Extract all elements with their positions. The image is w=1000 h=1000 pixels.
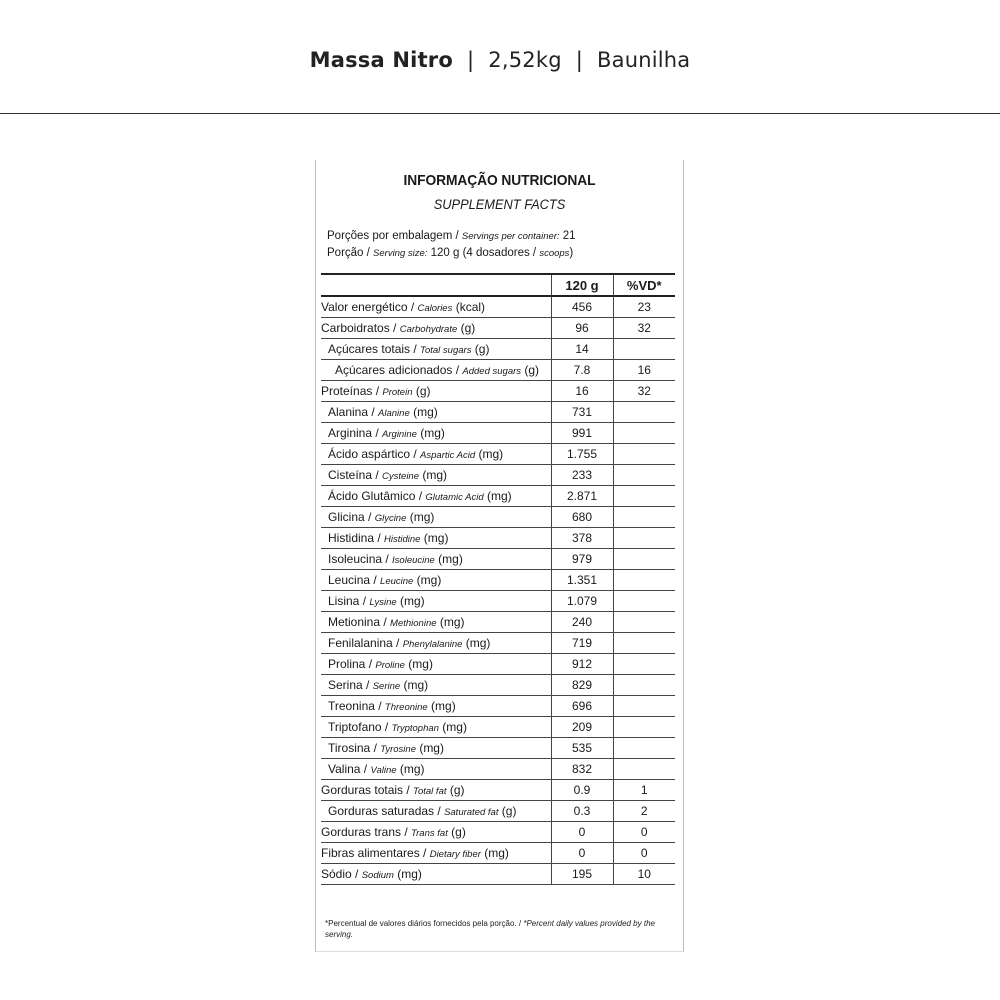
nutrient-unit: (mg) [462, 635, 491, 650]
nutrient-name-en: Total sugars [420, 344, 472, 356]
nutrient-name-en: Tryptophan [391, 722, 439, 734]
servings-per-container [327, 230, 576, 242]
nutrient-amount: 719 [551, 632, 613, 653]
nutrient-name-en: Protein [382, 386, 413, 398]
nutrient-name-pt: Sódio / [321, 866, 362, 881]
product-size: 2,52kg [488, 48, 562, 72]
table-row [321, 800, 675, 821]
nutrient-amount: 378 [551, 527, 613, 548]
nutrient-name [321, 674, 551, 695]
nutrient-name-pt: Valor energético / [321, 299, 418, 314]
nutrient-unit: (mg) [436, 614, 465, 629]
nutrient-name [321, 422, 551, 443]
nutrient-name-pt: Proteínas / [321, 383, 383, 398]
table-row [321, 842, 675, 863]
nutrient-name-en: Serine [372, 680, 401, 692]
table-row [321, 443, 675, 464]
nutrient-name-pt: Gorduras totais / [321, 782, 414, 797]
table-row [321, 338, 675, 359]
panel-title: INFORMAÇÃO NUTRICIONAL [403, 172, 596, 189]
nutrient-name-pt: Cisteína / [328, 467, 383, 482]
nutrient-daily-value [613, 632, 675, 653]
nutrient-daily-value [613, 758, 675, 779]
nutrient-name-pt: Isoleucina / [328, 551, 393, 566]
nutrient-name-en: Arginine [382, 428, 417, 440]
nutrient-unit: (mg) [415, 740, 444, 755]
nutrient-name-en: Saturated fat [444, 806, 499, 818]
nutrient-amount: 979 [551, 548, 613, 569]
header-nutrient [321, 274, 551, 296]
nutrient-amount: 233 [551, 464, 613, 485]
nutrient-amount: 0.3 [551, 800, 613, 821]
nutrient-amount: 96 [551, 317, 613, 338]
nutrient-daily-value [613, 485, 675, 506]
serving-size-value: 120 g (4 dosadores / [427, 247, 540, 259]
nutrient-name [321, 653, 551, 674]
table-row [321, 569, 675, 590]
nutrient-name-pt: Metionina / [328, 614, 391, 629]
nutrient-name-pt: Fenilalanina / [328, 635, 403, 650]
nutrient-name [321, 548, 551, 569]
nutrient-name-pt: Histidina / [328, 530, 385, 545]
nutrient-name-pt: Valina / [328, 761, 371, 776]
nutrient-amount: 7.8 [551, 359, 613, 380]
nutrient-name-pt: Triptofano / [328, 719, 392, 734]
nutrient-name [321, 296, 551, 317]
nutrient-daily-value [613, 443, 675, 464]
nutrient-amount: 1.351 [551, 569, 613, 590]
nutrient-name [321, 317, 551, 338]
nutrient-name-pt: Glicina / [328, 509, 375, 524]
nutrient-amount: 0 [551, 821, 613, 842]
nutrient-name [321, 464, 551, 485]
nutrient-unit: (mg) [396, 593, 425, 608]
nutrient-name [321, 758, 551, 779]
nutrient-amount: 696 [551, 695, 613, 716]
nutrient-name [321, 569, 551, 590]
nutrient-name-pt: Carboidratos / [321, 320, 400, 335]
nutrient-name-en: Cysteine [382, 470, 419, 482]
table-row [321, 632, 675, 653]
header-separator: | [467, 48, 475, 72]
nutrient-name-pt: Fibras alimentares / [321, 845, 430, 860]
nutrient-name [321, 821, 551, 842]
nutrient-name [321, 506, 551, 527]
nutrient-name [321, 632, 551, 653]
nutrition-facts-panel [315, 160, 684, 952]
header-daily-value: %VD* [613, 274, 675, 296]
nutrient-name-en: Histidine [384, 533, 421, 545]
nutrient-name-en: Sodium [361, 869, 394, 881]
nutrient-daily-value [613, 674, 675, 695]
nutrient-name-en: Proline [375, 659, 405, 671]
serving-size-label-pt: Porção / [327, 247, 374, 259]
nutrient-name-en: Glycine [374, 512, 407, 524]
nutrient-name-en: Trans fat [411, 827, 448, 839]
table-row [321, 401, 675, 422]
table-row [321, 422, 675, 443]
nutrient-daily-value [613, 338, 675, 359]
table-row [321, 548, 675, 569]
nutrient-amount: 991 [551, 422, 613, 443]
nutrient-name-pt: Serina / [328, 677, 373, 692]
nutrient-unit: (mg) [427, 698, 456, 713]
nutrient-name-pt: Leucina / [328, 572, 381, 587]
header-separator: | [575, 48, 584, 72]
table-row [321, 506, 675, 527]
nutrient-name-en: Leucine [380, 575, 414, 587]
nutrient-name [321, 338, 551, 359]
table-row [321, 821, 675, 842]
nutrient-amount: 195 [551, 863, 613, 884]
table-row [321, 527, 675, 548]
nutrient-unit: (g) [447, 824, 466, 839]
nutrient-unit: (mg) [400, 677, 429, 692]
nutrient-name-en: Phenylalanine [402, 638, 463, 650]
servings-label-en: Servings per container: [461, 231, 560, 242]
nutrient-unit: (g) [521, 362, 540, 377]
nutrient-daily-value: 10 [613, 863, 675, 884]
nutrient-amount: 14 [551, 338, 613, 359]
nutrient-name-en: Carbohydrate [399, 323, 458, 335]
header-amount: 120 g [551, 274, 613, 296]
nutrient-name [321, 800, 551, 821]
table-row [321, 758, 675, 779]
nutrient-unit: (mg) [416, 425, 445, 440]
nutrient-unit: (mg) [396, 761, 425, 776]
nutrient-name [321, 401, 551, 422]
nutrient-name [321, 611, 551, 632]
nutrient-name-pt: Arginina / [328, 425, 383, 440]
product-header [0, 40, 1000, 80]
nutrient-daily-value [613, 737, 675, 758]
nutrient-daily-value: 2 [613, 800, 675, 821]
nutrient-name [321, 590, 551, 611]
nutrient-daily-value [613, 653, 675, 674]
nutrient-name [321, 737, 551, 758]
header-divider [0, 113, 1000, 114]
table-row [321, 359, 675, 380]
table-row [321, 590, 675, 611]
table-row [321, 485, 675, 506]
serving-size-label-en: Serving size: [373, 248, 428, 259]
footnote-pt: *Percentual de valores diários fornecidos pela porção. [325, 919, 517, 928]
nutrient-name-en: Valine [370, 764, 397, 776]
nutrient-name-en: Calories [417, 302, 453, 314]
nutrient-name-en: Alanine [378, 407, 410, 419]
nutrient-amount: 1.755 [551, 443, 613, 464]
nutrient-unit: (mg) [409, 404, 438, 419]
nutrient-name-pt: Lisina / [328, 593, 370, 608]
nutrient-name-pt: Ácido aspártico / [328, 446, 421, 461]
nutrient-unit: (mg) [393, 866, 422, 881]
nutrient-name-pt: Treonina / [328, 698, 385, 713]
footnote-sep: / [516, 919, 524, 928]
nutrient-amount: 680 [551, 506, 613, 527]
nutrient-name [321, 779, 551, 800]
nutrient-unit: (mg) [434, 551, 463, 566]
nutrient-unit: (mg) [475, 446, 504, 461]
nutrient-daily-value: 32 [613, 380, 675, 401]
nutrient-unit: (g) [457, 320, 476, 335]
table-row [321, 317, 675, 338]
nutrient-name-pt: Prolina / [328, 656, 376, 671]
nutrient-name-en: Glutamic Acid [425, 491, 484, 503]
nutrient-daily-value [613, 464, 675, 485]
nutrient-daily-value [613, 506, 675, 527]
nutrient-name-pt: Tirosina / [328, 740, 381, 755]
nutrient-unit: (g) [498, 803, 517, 818]
nutrient-name [321, 485, 551, 506]
nutrient-amount: 240 [551, 611, 613, 632]
nutrient-name [321, 380, 551, 401]
nutrient-amount: 535 [551, 737, 613, 758]
nutrient-name-en: Total fat [413, 785, 447, 797]
nutrient-unit: (g) [471, 341, 490, 356]
table-row [321, 863, 675, 884]
servings-value: 21 [559, 230, 576, 242]
nutrient-amount: 16 [551, 380, 613, 401]
nutrient-daily-value [613, 590, 675, 611]
footnote-en: *Percent daily values provided by the serving. [325, 919, 655, 939]
nutrient-daily-value: 16 [613, 359, 675, 380]
table-row [321, 716, 675, 737]
table-row [321, 611, 675, 632]
nutrient-name-pt: Gorduras saturadas / [328, 803, 445, 818]
table-row [321, 779, 675, 800]
panel-subtitle: SUPPLEMENT FACTS [433, 197, 566, 212]
serving-size-end: ) [569, 247, 574, 259]
nutrient-daily-value: 1 [613, 779, 675, 800]
table-row [321, 380, 675, 401]
table-row [321, 653, 675, 674]
nutrient-name-en: Added sugars [462, 365, 522, 377]
nutrient-name-en: Isoleucine [392, 554, 435, 566]
table-header-row [321, 274, 675, 296]
nutrient-name-pt: Gorduras trans / [321, 824, 412, 839]
nutrient-daily-value [613, 422, 675, 443]
nutrient-name [321, 863, 551, 884]
nutrient-amount: 456 [551, 296, 613, 317]
nutrient-amount: 912 [551, 653, 613, 674]
table-row [321, 464, 675, 485]
table-row [321, 695, 675, 716]
nutrient-name-en: Aspartic Acid [420, 449, 476, 461]
nutrient-unit: (g) [446, 782, 465, 797]
table-row [321, 674, 675, 695]
nutrient-unit: (mg) [480, 845, 509, 860]
nutrient-daily-value [613, 611, 675, 632]
nutrient-amount: 2.871 [551, 485, 613, 506]
nutrient-daily-value [613, 695, 675, 716]
nutrient-daily-value [613, 527, 675, 548]
nutrient-daily-value: 0 [613, 842, 675, 863]
nutrient-unit: (g) [412, 383, 431, 398]
nutrient-daily-value: 23 [613, 296, 675, 317]
nutrient-unit: (mg) [406, 509, 435, 524]
servings-label-pt: Porções por embalagem / [327, 230, 462, 242]
nutrient-amount: 1.079 [551, 590, 613, 611]
nutrient-name [321, 443, 551, 464]
nutrient-name-en: Dietary fiber [429, 848, 481, 860]
nutrient-name [321, 716, 551, 737]
nutrient-name [321, 359, 551, 380]
nutrient-daily-value [613, 401, 675, 422]
nutrient-name [321, 695, 551, 716]
serving-size [327, 247, 573, 259]
nutrient-daily-value [613, 548, 675, 569]
nutrient-name [321, 842, 551, 863]
nutrient-amount: 0 [551, 842, 613, 863]
product-flavor: Baunilha [597, 48, 691, 72]
nutrient-amount: 209 [551, 716, 613, 737]
table-row [321, 296, 675, 317]
footnote [325, 918, 677, 940]
nutrient-amount: 832 [551, 758, 613, 779]
nutrient-name-pt: Ácido Glutâmico / [328, 488, 426, 503]
nutrient-unit: (kcal) [452, 299, 486, 314]
nutrient-name-en: Methionine [390, 617, 437, 629]
nutrient-unit: (mg) [483, 488, 512, 503]
product-name: Massa Nitro [309, 48, 453, 72]
nutrient-unit: (mg) [404, 656, 433, 671]
nutrient-amount: 829 [551, 674, 613, 695]
nutrient-unit: (mg) [420, 530, 449, 545]
serving-size-unit-en: scoops [539, 248, 570, 259]
nutrient-unit: (mg) [413, 572, 442, 587]
nutrient-daily-value: 0 [613, 821, 675, 842]
nutrient-name-en: Tyrosine [380, 743, 416, 755]
nutrient-name [321, 527, 551, 548]
nutrient-unit: (mg) [438, 719, 467, 734]
nutrient-name-en: Threonine [384, 701, 428, 713]
table-row [321, 737, 675, 758]
nutrient-amount: 0.9 [551, 779, 613, 800]
nutrient-name-pt: Açúcares totais / [328, 341, 421, 356]
nutrient-daily-value [613, 716, 675, 737]
nutrient-unit: (mg) [419, 467, 447, 482]
nutrition-table [321, 273, 675, 885]
nutrient-daily-value [613, 569, 675, 590]
nutrition-rows [321, 296, 675, 884]
nutrient-name-en: Lysine [369, 596, 397, 608]
nutrient-amount: 731 [551, 401, 613, 422]
nutrient-name-pt: Açúcares adicionados / [335, 362, 463, 377]
nutrient-daily-value: 32 [613, 317, 675, 338]
nutrient-name-pt: Alanina / [328, 404, 379, 419]
